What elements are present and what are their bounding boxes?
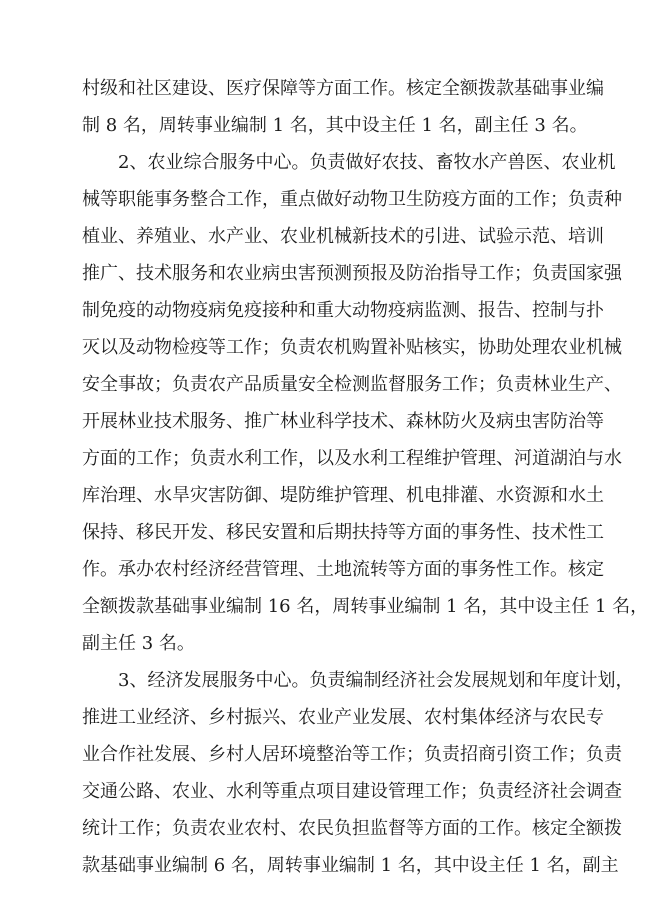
text-line: 款基础事业编制 6 名，周转事业编制 1 名，其中设主任 1 名，副主 [82,855,619,876]
text-line: 械等职能事务整合工作，重点做好动物卫生防疫方面的工作；负责种 [82,189,622,210]
text-line: 推进工业经济、乡村振兴、农业产业发展、农村集体经济与农民专 [82,707,604,728]
text-line: 制 8 名，周转事业编制 1 名，其中设主任 1 名，副主任 3 名。 [82,115,588,136]
text-line: 库治理、水旱灾害防御、堤防维护管理、机电排灌、水资源和水土 [82,485,604,506]
text-line: 副主任 3 名。 [82,633,195,654]
text-line: 业合作社发展、乡村人居环境整治等工作；负责招商引资工作；负责 [82,744,622,765]
paragraph-heading-line: 3、经济发展服务中心。负责编制经济社会发展规划和年度计划， [118,670,634,691]
text-line: 植业、养殖业、水产业、农业机械新技术的引进、试验示范、培训 [82,226,604,247]
text-line: 村级和社区建设、医疗保障等方面工作。核定全额拨款基础事业编 [82,78,604,99]
text-line: 全额拨款基础事业编制 16 名，周转事业编制 1 名，其中设主任 1 名， [82,596,648,617]
text-line: 安全事故；负责农产品质量安全检测监督服务工作；负责林业生产、 [82,374,622,395]
text-line: 推广、技术服务和农业病虫害预测预报及防治指导工作；负责国家强 [82,263,622,284]
text-line: 灭以及动物检疫等工作；负责农机购置补贴核实，协助处理农业机械 [82,337,622,358]
text-line: 统计工作；负责农业农村、农民负担监督等方面的工作。核定全额拨 [82,818,622,839]
text-line: 交通公路、农业、水利等重点项目建设管理工作；负责经济社会调查 [82,781,622,802]
text-line: 作。承办农村经济经营管理、土地流转等方面的事务性工作。核定 [82,559,604,580]
text-line: 方面的工作；负责水利工作，以及水利工程维护管理、河道湖泊与水 [82,448,622,469]
text-line: 开展林业技术服务、推广林业科学技术、森林防火及病虫害防治等 [82,411,604,432]
paragraph-heading-line: 2、农业综合服务中心。负责做好农技、畜牧水产兽医、农业机 [118,152,616,173]
text-line: 制免疫的动物疫病免疫接种和重大动物疫病监测、报告、控制与扑 [82,300,604,321]
text-line: 保持、移民开发、移民安置和后期扶持等方面的事务性、技术性工 [82,522,604,543]
